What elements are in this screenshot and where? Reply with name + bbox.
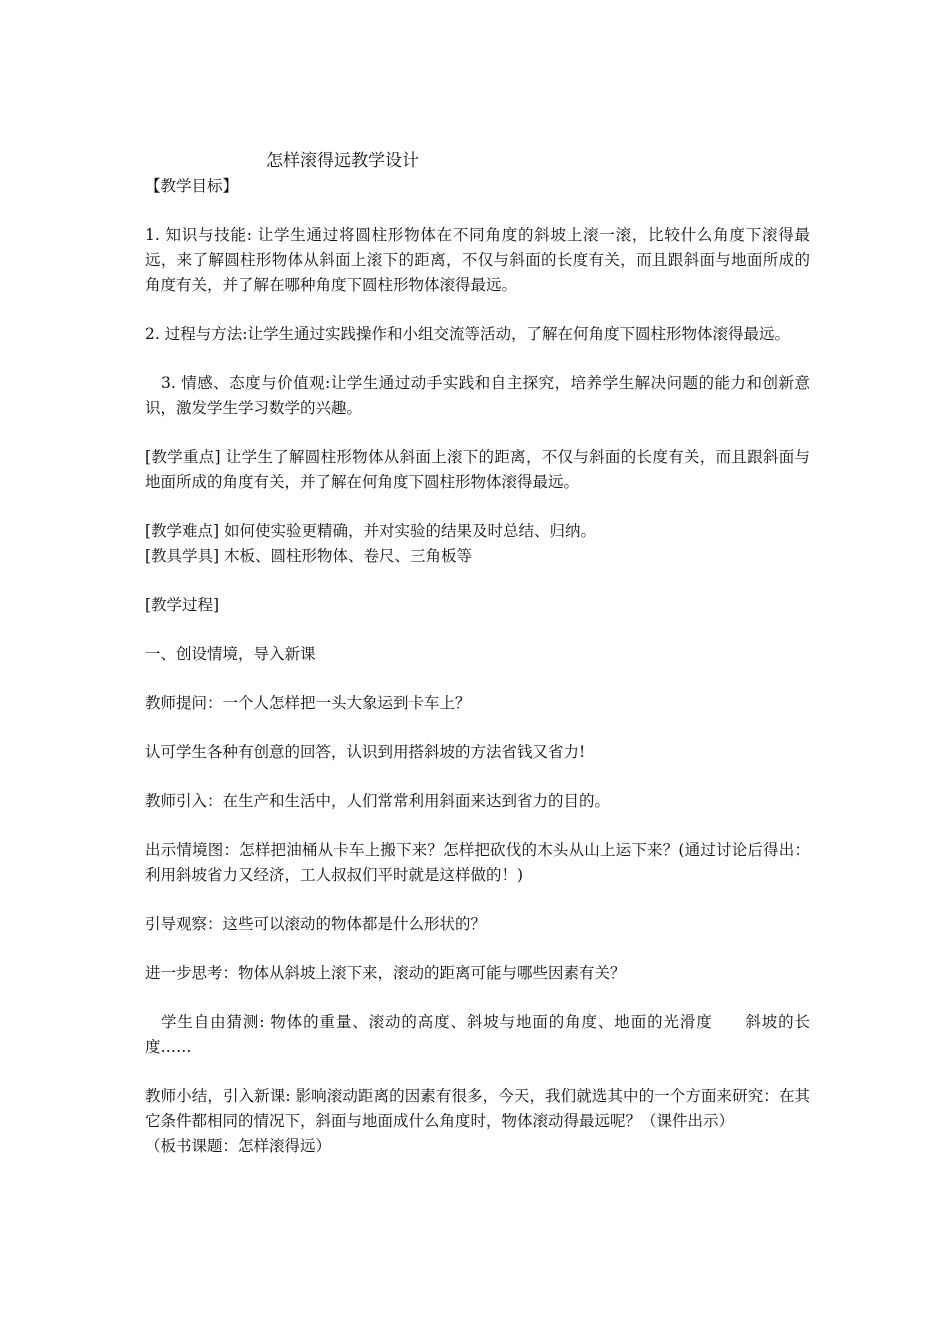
process-heading: [教学过程] bbox=[145, 596, 220, 614]
key-point: [教学重点] 让学生了解圆柱形物体从斜面上滚下的距离，不仅与斜面的长度有关，而且跟斜面与地面所成的角度有关，并了解在何角度下圆柱形物体滚得最远。 bbox=[145, 448, 810, 491]
difficulty: [教学难点] 如何使实验更精确，并对实验的结果及时总结、归纳。 bbox=[145, 522, 597, 540]
section-heading-1: 一、创设情境，导入新课 bbox=[145, 645, 316, 663]
objective-3: 3. 情感、态度与价值观:让学生通过动手实践和自主探究，培养学生解决问题的能力和创新意识，激发学生学习数学的兴趣。 bbox=[145, 374, 810, 417]
paragraph-observe: 引导观察：这些可以滚动的物体都是什么形状的？ bbox=[145, 915, 487, 933]
paragraph-teacher-intro: 教师引入：在生产和生活中，人们常常利用斜面来达到省力的目的。 bbox=[145, 792, 611, 810]
document-body bbox=[145, 148, 810, 1159]
paragraph-summary: 教师小结，引入新课: 影响滚动距离的因素有很多，今天，我们就选其中的一个方面来研究：在其它条件都相同的情况下，斜面与地面成什么角度时，物体滚动得最远呢？（课件出示） bbox=[145, 1087, 810, 1130]
document-title: 怎样滚得远教学设计 bbox=[266, 151, 419, 171]
tools: [教具学具] 木板、圆柱形物体、卷尺、三角板等 bbox=[145, 547, 473, 565]
paragraph-scenario: 出示情境图：怎样把油桶从卡车上搬下来？怎样把砍伐的木头从山上运下来？(通过讨论后得出：利用斜坡省力又经济，工人叔叔们平时就是这样做的！) bbox=[145, 841, 810, 884]
objective-1: 1. 知识与技能: 让学生通过将圆柱形物体在不同角度的斜坡上滚一滚，比较什么角度下滚得最远，来了解圆柱形物体从斜面上滚下的距离，不仅与斜面的长度有关，而且跟斜面与地面所成的角度有关，并了解在哪种角度下圆柱形物体滚得最远。 bbox=[145, 226, 810, 294]
paragraph-think: 进一步思考：物体从斜坡上滚下来，滚动的距离可能与哪些因素有关？ bbox=[145, 964, 626, 982]
objective-2: 2. 过程与方法:让学生通过实践操作和小组交流等活动，了解在何角度下圆柱形物体滚得最远。 bbox=[145, 325, 790, 343]
paragraph-guess: 学生自由猜测: 物体的重量、滚动的高度、斜坡与地面的角度、地面的光滑度 斜坡的长度…… bbox=[145, 1013, 810, 1056]
objectives-heading: 【教学目标】 bbox=[145, 177, 239, 195]
paragraph-student-answers: 认可学生各种有创意的回答，认识到用搭斜坡的方法省钱又省力! bbox=[145, 743, 586, 761]
paragraph-board-title: （板书课题：怎样滚得远） bbox=[145, 1137, 332, 1155]
paragraph-teacher-question: 教师提问：一个人怎样把一头大象运到卡车上？ bbox=[145, 694, 471, 712]
